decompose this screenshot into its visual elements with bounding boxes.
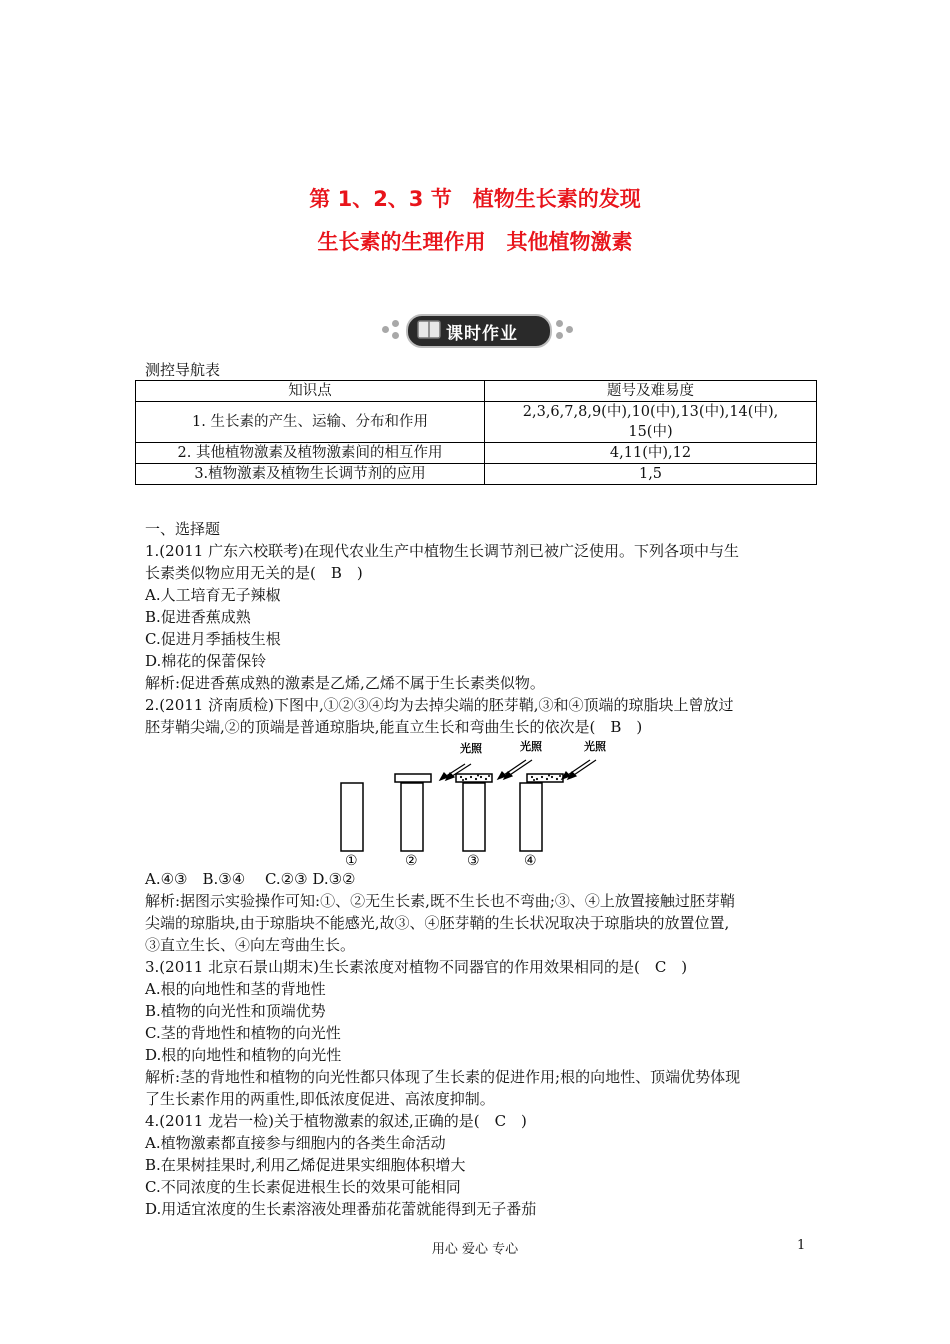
text-line: C.不同浓度的生长素促进根生长的效果可能相同: [145, 1178, 461, 1196]
text-line: C.促进月季插枝生根: [145, 630, 281, 648]
banner-label: 课时作业: [446, 324, 518, 344]
navigation-table: [135, 380, 817, 485]
text-line: 尖端的琼脂块,由于琼脂块不能感光,故③、④胚芽鞘的生长状况取决于琼脂块的放置位置,: [145, 914, 730, 932]
table-row: [136, 443, 817, 464]
row-items: [485, 402, 817, 443]
text-line: 解析:据图示实验操作可知:①、②无生长素,既不生长也不弯曲;③、④上放置接触过胚芽鞘: [145, 892, 735, 910]
text-line: D.根的向地性和植物的向光性: [145, 1046, 342, 1064]
text-line: A.人工培育无子辣椒: [145, 586, 281, 604]
row-items: 4,11(中),12: [485, 443, 817, 464]
diagram-number: ③: [467, 853, 480, 867]
table-row: [136, 464, 817, 485]
homework-banner: [378, 306, 576, 352]
text-line: 4.(2011 龙岩一检)关于植物激素的叙述,正确的是( C ): [145, 1112, 527, 1130]
diagram-number: ④: [524, 853, 537, 867]
book-icon: [416, 317, 442, 341]
row-topic: 1. 生长素的产生、运输、分布和作用: [136, 402, 485, 443]
title-line-1: 第 1、2、3 节 植物生长素的发现: [309, 187, 641, 211]
text-line: 解析:茎的背地性和植物的向光性都只体现了生长素的促进作用;根的向地性、顶端优势体现: [145, 1068, 741, 1086]
text-line: D.用适宜浓度的生长素溶液处理番茄花蕾就能得到无子番茄: [145, 1200, 537, 1218]
header-items: 题号及难易度: [485, 381, 817, 402]
table-header-row: [136, 381, 817, 402]
text-line: A.根的向地性和茎的背地性: [145, 980, 326, 998]
footer-slogan: 用心 爱心 专心: [431, 1242, 519, 1257]
page-number: 1: [797, 1238, 806, 1253]
coleoptile-4: [520, 774, 563, 851]
text-line: 了生长素作用的两重性,即低浓度促进、高浓度抑制。: [145, 1090, 495, 1108]
light-label: 光照: [520, 740, 542, 753]
row-items-line: 2,3,6,7,8,9(中),10(中),13(中),14(中),: [522, 404, 779, 420]
table-caption: 测控导航表: [145, 361, 221, 379]
text-line: 3.(2011 北京石景山期末)生长素浓度对植物不同器官的作用效果相同的是( C ): [145, 958, 688, 976]
row-items-line: 15(中): [628, 424, 673, 440]
diagram-number: ①: [345, 853, 358, 867]
text-line: A.植物激素都直接参与细胞内的各类生命活动: [145, 1134, 446, 1152]
light-label: 光照: [584, 740, 606, 753]
text-line: 解析:促进香蕉成熟的激素是乙烯,乙烯不属于生长素类似物。: [145, 674, 545, 692]
coleoptile-diagram: [330, 737, 620, 867]
row-topic: 2. 其他植物激素及植物激素间的相互作用: [136, 443, 485, 464]
text-line: 长素类似物应用无关的是( B ): [145, 564, 363, 582]
row-items: 1,5: [485, 464, 817, 485]
text-line: B.促进香蕉成熟: [145, 608, 251, 626]
diagram-number: ②: [405, 853, 418, 867]
text-line: 2.(2011 济南质检)下图中,①②③④均为去掉尖端的胚芽鞘,③和④顶端的琼脂块上曾放过: [145, 696, 734, 714]
row-topic: 3.植物激素及植物生长调节剂的应用: [136, 464, 485, 485]
light-label: 光照: [460, 742, 482, 755]
text-line: D.棉花的保蕾保铃: [145, 652, 267, 670]
section-heading: 一、选择题: [145, 520, 221, 538]
table-row: [136, 402, 817, 443]
header-topic: 知识点: [136, 381, 485, 402]
text-line: 1.(2011 广东六校联考)在现代农业生产中植物生长调节剂已被广泛使用。下列各项中与生: [145, 542, 739, 560]
text-line: B.植物的向光性和顶端优势: [145, 1002, 326, 1020]
text-line: C.茎的背地性和植物的向光性: [145, 1024, 341, 1042]
text-line: ③直立生长、④向左弯曲生长。: [145, 936, 356, 954]
text-line: A.④③ B.③④ C.②③ D.③②: [145, 870, 356, 888]
coleoptile-1: [341, 783, 363, 851]
coleoptile-3: [456, 774, 492, 851]
title-line-2: 生长素的生理作用 其他植物激素: [317, 230, 633, 254]
coleoptile-2: [395, 774, 431, 851]
text-line: 胚芽鞘尖端,②的顶端是普通琼脂块,能直立生长和弯曲生长的依次是( B ): [145, 718, 643, 736]
text-line: B.在果树挂果时,利用乙烯促进果实细胞体积增大: [145, 1156, 466, 1174]
